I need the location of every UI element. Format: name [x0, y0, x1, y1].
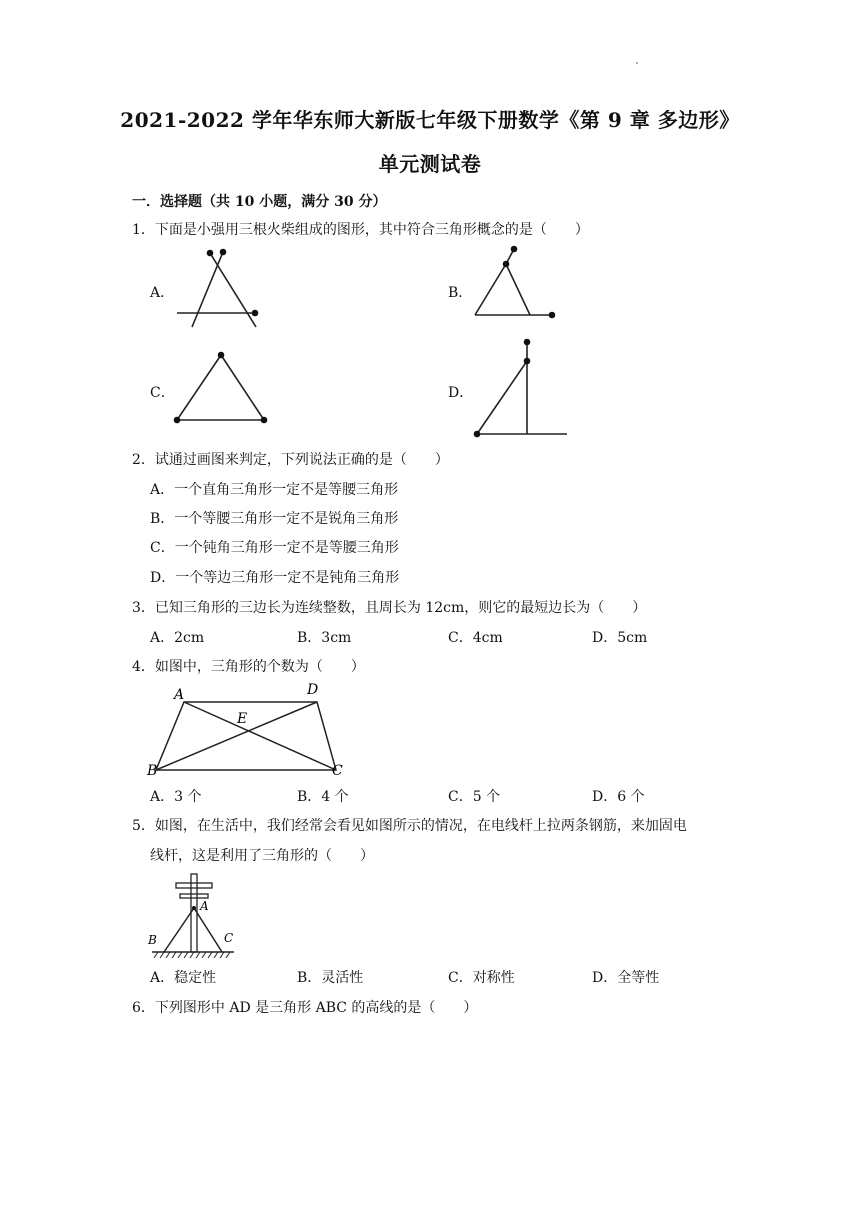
- q2-option-d[interactable]: D．一个等边三角形一定不是钝角三角形: [150, 570, 400, 586]
- section-heading: 一．选择题（共 10 小题，满分 30 分）: [132, 194, 387, 210]
- question-1-text: 1．下面是小强用三根火柴组成的图形，其中符合三角形概念的是（ ）: [132, 222, 589, 238]
- q4-label-d: D: [307, 682, 319, 698]
- question-3-text: 3．已知三角形的三边长为连续整数，且周长为 12cm，则它的最短边长为（ ）: [132, 600, 647, 616]
- q1-figure-c: [170, 348, 270, 428]
- q5-option-a[interactable]: A．稳定性: [150, 970, 217, 986]
- q4-label-c: C: [332, 763, 343, 779]
- q5-option-b[interactable]: B．灵活性: [297, 970, 364, 986]
- q2-option-b[interactable]: B．一个等腰三角形一定不是锐角三角形: [150, 511, 399, 527]
- q1-figure-a: [170, 245, 270, 330]
- q5-label-c: C: [224, 931, 234, 945]
- q1-option-a-label: A．: [150, 285, 175, 301]
- page-subtitle: 单元测试卷: [378, 152, 482, 176]
- q4-label-e: E: [237, 711, 248, 727]
- q4-figure: [142, 678, 352, 778]
- page-mark: [636, 62, 638, 64]
- q3-option-c[interactable]: C．4cm: [448, 630, 503, 646]
- q1-figure-d: [470, 335, 570, 440]
- q5-label-a: A: [200, 899, 209, 913]
- q2-option-c[interactable]: C．一个钝角三角形一定不是等腰三角形: [150, 540, 399, 556]
- question-6-text: 6．下列图形中 AD 是三角形 ABC 的高线的是（ ）: [132, 1000, 478, 1016]
- q5-figure-utility-pole: [142, 870, 242, 960]
- q4-option-b[interactable]: B．4 个: [297, 789, 349, 805]
- q1-figure-b: [470, 245, 570, 330]
- q4-label-b: B: [147, 763, 158, 779]
- question-5-text-line1: 5．如图，在生活中，我们经常会看见如图所示的情况，在电线杆上拉两条钢筋，来加固电: [132, 818, 687, 834]
- q4-option-c[interactable]: C．5 个: [448, 789, 501, 805]
- q3-option-a[interactable]: A．2cm: [150, 630, 205, 646]
- question-2-text: 2．试通过画图来判定，下列说法正确的是（ ）: [132, 452, 449, 468]
- q2-option-a[interactable]: A．一个直角三角形一定不是等腰三角形: [150, 482, 399, 498]
- page-title: 2021-2022 学年华东师大新版七年级下册数学《第 9 章 多边形》: [120, 108, 740, 132]
- q5-option-c[interactable]: C．对称性: [448, 970, 515, 986]
- q4-option-a[interactable]: A．3 个: [150, 789, 202, 805]
- q1-option-b-label: B．: [448, 285, 473, 301]
- q4-option-d[interactable]: D．6 个: [592, 789, 645, 805]
- q4-label-a: A: [174, 687, 185, 703]
- q3-option-d[interactable]: D．5cm: [592, 630, 648, 646]
- q1-option-d-label: D．: [448, 385, 474, 401]
- q5-label-b: B: [148, 933, 157, 947]
- q3-option-b[interactable]: B．3cm: [297, 630, 352, 646]
- q1-option-c-label: C．: [150, 385, 175, 401]
- q5-option-d[interactable]: D．全等性: [592, 970, 660, 986]
- question-4-text: 4．如图中，三角形的个数为（ ）: [132, 659, 365, 675]
- question-5-text-line2: 线杆，这是利用了三角形的（ ）: [150, 848, 374, 864]
